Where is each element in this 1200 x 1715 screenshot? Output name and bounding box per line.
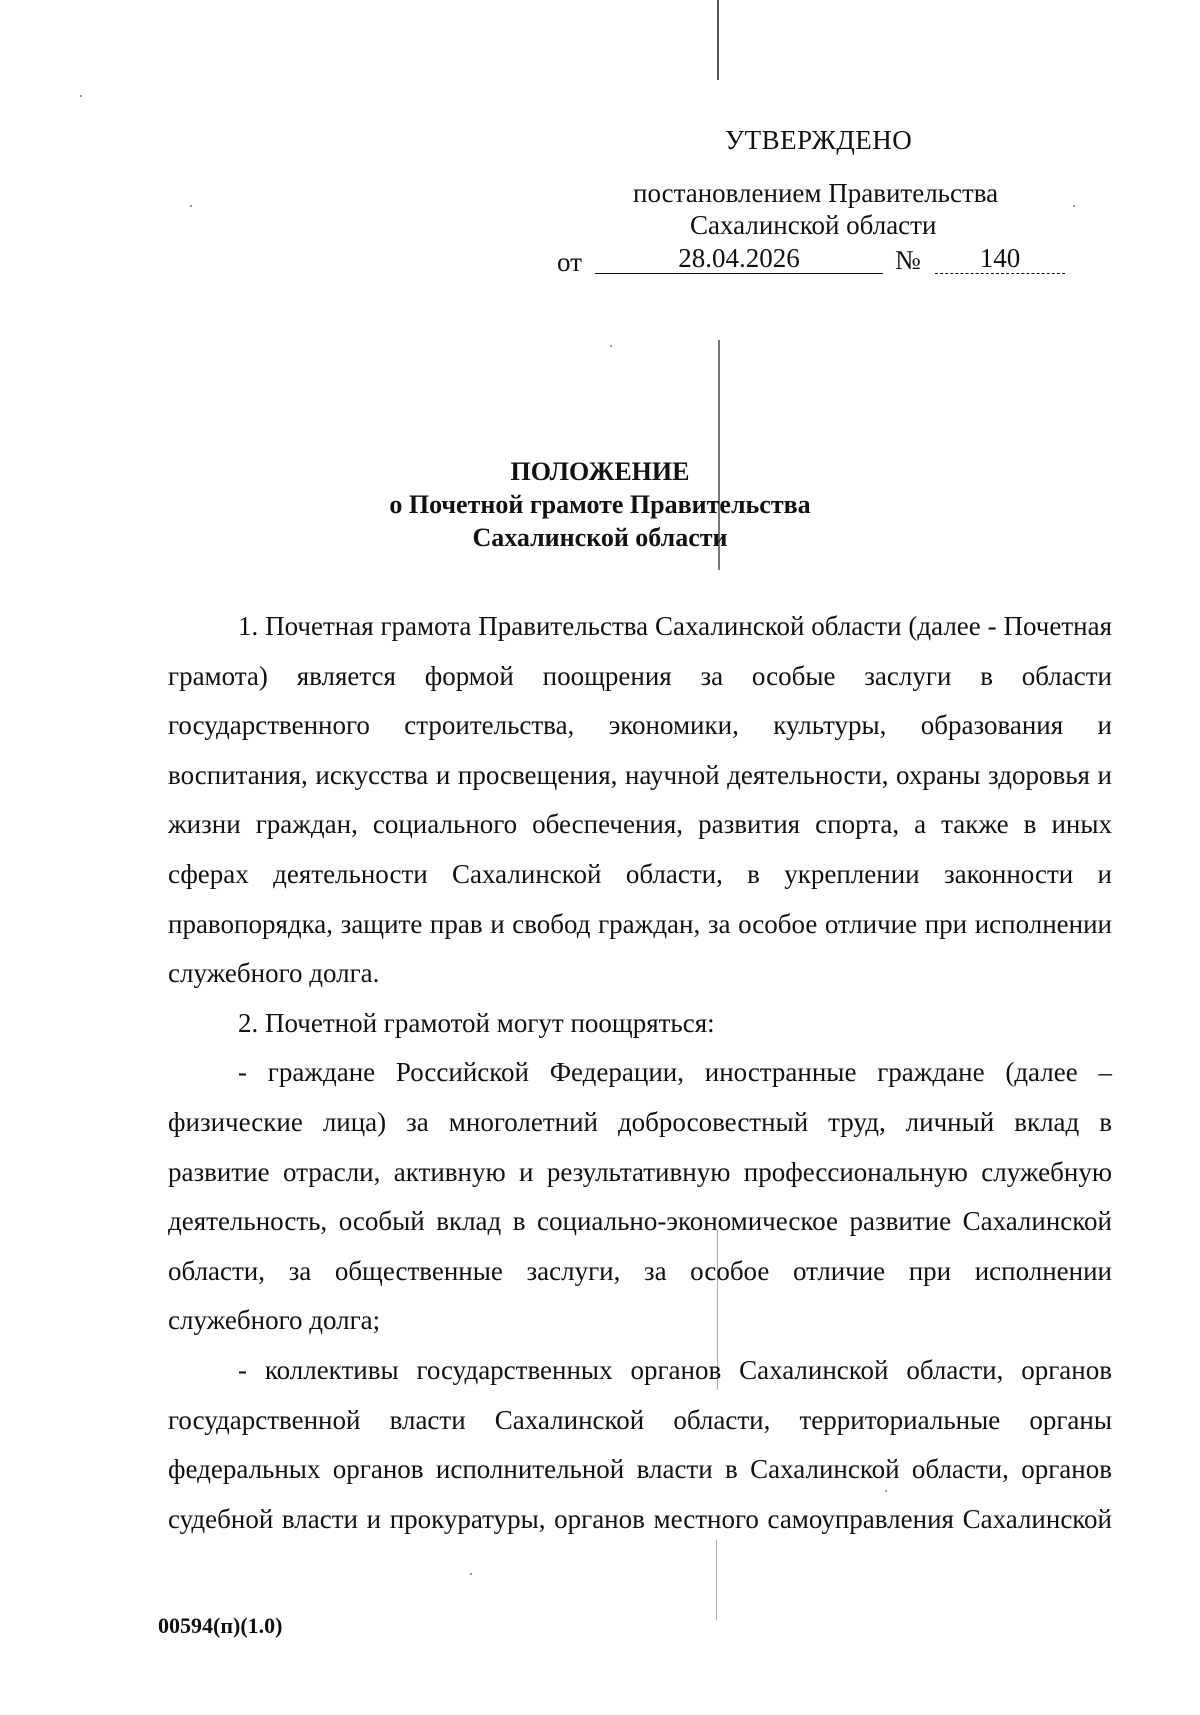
scan-speck: [190, 205, 192, 207]
document-title: ПОЛОЖЕНИЕ: [510, 457, 690, 486]
document-body: [168, 602, 1112, 1544]
approved-label: УТВЕРЖДЕНО: [725, 125, 913, 155]
scan-speck: [610, 345, 612, 347]
decree-date: 28.04.2026: [595, 243, 883, 274]
number-sign: №: [895, 245, 921, 275]
document-code: 00594(п)(1.0): [158, 1613, 283, 1638]
scan-fold-line-top: [717, 0, 719, 80]
paragraph-3: - граждане Российской Федерации, иностранные граждане (далее – физические лица) за многолетний добросовестный труд, личный вклад в развитие отрасли, активную и результативную профессиональную служебную деятельность, особый вклад в социально-экономическое развитие Сахалинской области, за общественные заслуги, за особое отличие при исполнении служебного долга;: [168, 1057, 1112, 1336]
paragraph-1: 1. Почетная грамота Правительства Сахалинской области (далее - Почетная грамота) является формой поощрения за особые заслуги в области государственного строительства, экономики, культуры, образования и воспитания, искусства и просвещения, научной деятельности, охраны здоровья и жизни граждан, социального обеспечения, развития спорта, а также в иных сферах деятельности Сахалинской области, в укреплении законности и правопорядка, защите прав и свобод граждан, за особое отличие при исполнении служебного долга.: [168, 611, 1112, 989]
scan-speck: [470, 1573, 472, 1575]
decree-line-1: постановлением Правительства: [633, 178, 999, 208]
paragraph-4: - коллективы государственных органов Сахалинской области, органов государственной власти Сахалинской области, территориальные органы федеральных органов исполнительной власти в Сахалинской области, органов судебной власти и прокуратуры, органов местного самоуправления Сахалинской: [168, 1354, 1112, 1534]
decree-line-2: Сахалинской области: [690, 210, 937, 240]
decree-date-row: [545, 243, 1105, 277]
decree-number: 140: [935, 243, 1065, 274]
document-subtitle-line-2: Сахалинской области: [472, 523, 728, 552]
scan-fold-line-bottom: [716, 1540, 717, 1620]
paragraph-2: 2. Почетной грамотой могут поощряться:: [238, 1007, 715, 1038]
from-label: от: [557, 247, 582, 277]
scan-speck: [80, 95, 82, 97]
document-subtitle-line-1: о Почетной грамоте Правительства: [389, 490, 811, 519]
scan-speck: [1073, 205, 1075, 207]
